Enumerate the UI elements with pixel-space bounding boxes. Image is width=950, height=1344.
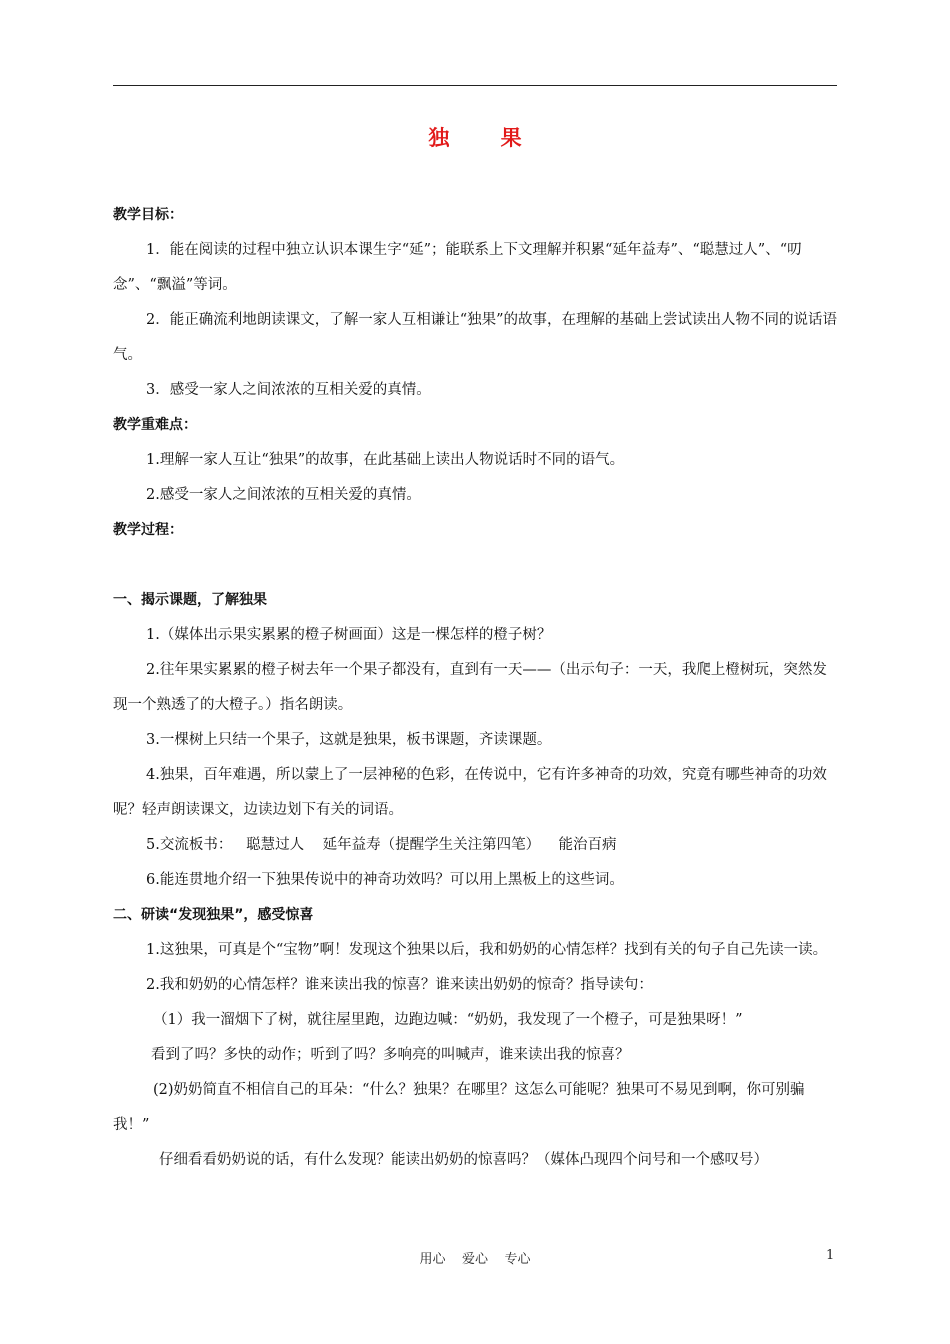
part2-subitem: (2)奶奶简直不相信自己的耳朵：“什么？独果？在哪里？这怎么可能呢？独果可不易见到啊，你可别骗我！” [113, 1082, 805, 1133]
part2-item: 1.这独果，可真是个“宝物”啊！发现这个独果以后，我和奶奶的心情怎样？找到有关的句子自己先读一读。 [146, 942, 828, 958]
part1-heading: 一、揭示课题，了解独果 [113, 592, 267, 608]
part2-subitem: 仔细看看奶奶说的话，有什么发现？能读出奶奶的惊喜吗？（媒体凸现四个问号和一个感叹号） [159, 1152, 768, 1168]
goal-item: 2．能正确流利地朗读课文，了解一家人互相谦让“独果”的故事，在理解的基础上尝试读出人物不同的说话语气。 [113, 312, 838, 363]
part1-item: 6.能连贯地介绍一下独果传说中的神奇功效吗？可以用上黑板上的这些词。 [146, 872, 624, 888]
key-point-item: 2.感受一家人之间浓浓的互相关爱的真情。 [146, 487, 421, 503]
document-body [113, 198, 839, 1178]
header-rule [113, 85, 837, 86]
key-points-heading: 教学重难点： [113, 417, 197, 433]
part1-item: 4.独果，百年难遇，所以蒙上了一层神秘的色彩，在传说中，它有许多神奇的功效，究竟有哪些神奇的功效呢？轻声朗读课文，边读边划下有关的词语。 [113, 767, 827, 818]
document-title: 独 果 [428, 126, 544, 150]
part2-subitem: 看到了吗？多快的动作；听到了吗？多响亮的叫喊声，谁来读出我的惊喜？ [151, 1047, 630, 1063]
process-heading: 教学过程： [113, 522, 183, 538]
spacer [113, 548, 839, 583]
page-number: 1 [826, 1248, 835, 1263]
part2-heading: 二、研读“发现独果”，感受惊喜 [113, 907, 314, 923]
part2-item: 2.我和奶奶的心情怎样？谁来读出我的惊喜？谁来读出奶奶的惊奇？指导读句： [146, 977, 653, 993]
goal-item: 1．能在阅读的过程中独立认识本课生字“延”；能联系上下文理解并积累“延年益寿”、“聪慧过人”、“叨念”、“飘溢”等词。 [113, 242, 802, 293]
part2-subitem: （1）我一溜烟下了树，就往屋里跑，边跑边喊：“奶奶，我发现了一个橙子，可是独果呀！” [153, 1012, 743, 1028]
part1-item: 5.交流板书： 聪慧过人 延年益寿（提醒学生关注第四笔） 能治百病 [146, 837, 617, 853]
goal-item: 3．感受一家人之间浓浓的互相关爱的真情。 [146, 382, 431, 398]
part1-item: 1.（媒体出示果实累累的橙子树画面）这是一棵怎样的橙子树？ [146, 627, 552, 643]
part1-item: 2.往年果实累累的橙子树去年一个果子都没有，直到有一天——（出示句子：一天，我爬上橙树玩，突然发现一个熟透了的大橙子。）指名朗读。 [113, 662, 827, 713]
goals-heading: 教学目标： [113, 207, 183, 223]
footer-motto: 用心 爱心 专心 [419, 1252, 531, 1267]
key-point-item: 1.理解一家人互让“独果”的故事，在此基础上读出人物说话时不同的语气。 [146, 452, 625, 468]
part1-item: 3.一棵树上只结一个果子，这就是独果，板书课题，齐读课题。 [146, 732, 552, 748]
